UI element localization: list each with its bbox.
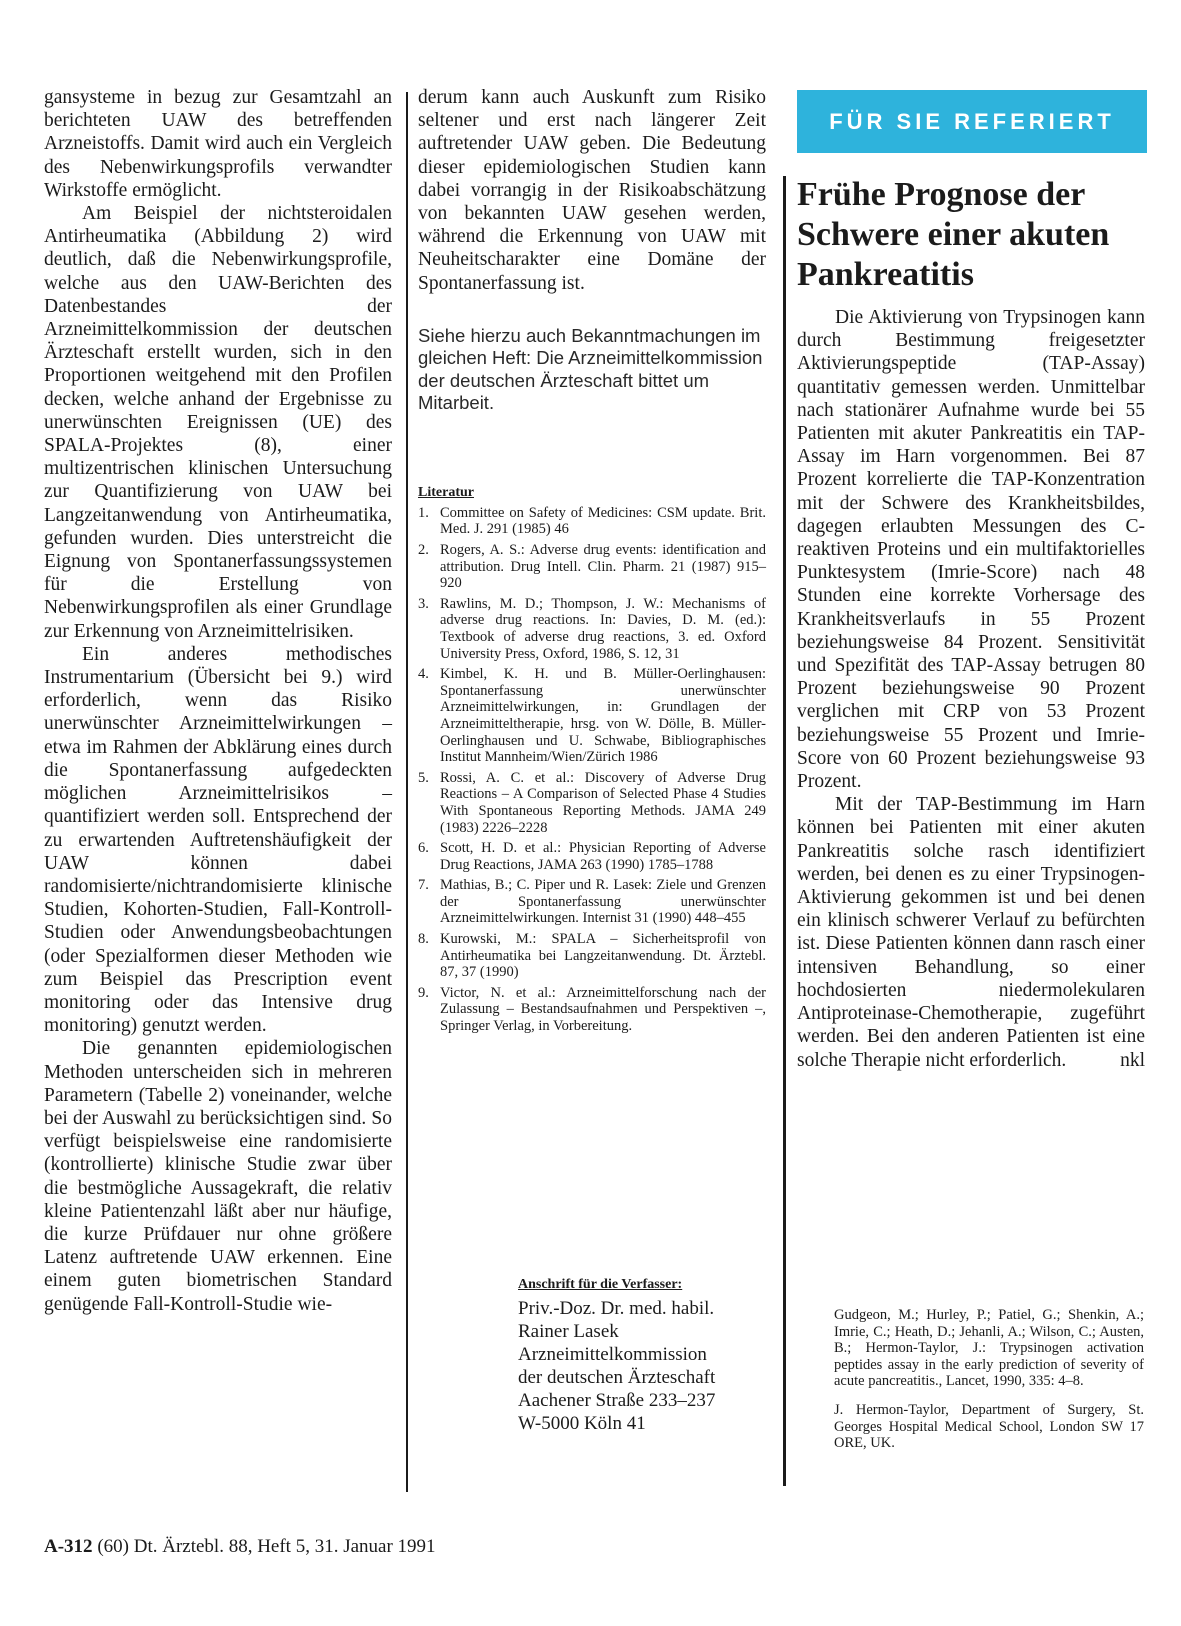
address-line: W-5000 Köln 41 bbox=[518, 1413, 646, 1434]
source-citation bbox=[834, 1307, 1144, 1464]
reference-item bbox=[418, 666, 766, 766]
sidebar-body bbox=[797, 306, 1145, 1072]
page-number: A-312 bbox=[44, 1536, 93, 1557]
reference-item bbox=[418, 542, 766, 592]
page-footer bbox=[44, 1536, 436, 1558]
address-line: der deutschen Ärzteschaft bbox=[518, 1367, 716, 1388]
reference-text: Kurowski, M.: SPALA – Sicherheitsprofil von Antirheumatika bei Langzeitanwendung. Dt. Ärztebl. 87, 37 (1990) bbox=[440, 931, 766, 981]
reference-number: 9. bbox=[418, 984, 429, 1001]
sidebar-headline: Frühe Prognose der Schwere einer akuten Pankreatitis bbox=[797, 176, 1110, 293]
body-paragraph: Die genannten epidemiologischen Methoden unterscheiden sich in mehreren Parametern (Tabelle 2) voneinander, welche bei der Auswahl zu berücksichtigen sind. So verfügt beispielsweise eine randomisierte (kontrollierte) klinische Studie zwar über die bestmögliche Aussagekraft, die relativ kleine Patientenzahl läßt aber nur häufige, die kurze Prüfdauer nur ohne größere Latenz auftretende UAW erkennen. Eine einem guten biometrischen Standard genügende Fall-Kontroll-Studie wie- bbox=[44, 1038, 392, 1315]
reference-item bbox=[418, 985, 766, 1035]
announcement-notice: Siehe hierzu auch Bekanntmachungen im gleichen Heft: Die Arzneimittelkommission der deutschen Ärzteschaft bittet um Mitarbeit. bbox=[418, 324, 763, 414]
body-paragraph: Die Aktivierung von Trypsinogen kann durch Bestimmung freigesetzter Aktivierungspeptide (TAP-Assay) quantitativ gemessen werden. Unmittelbar nach stationärer Aufnahme wurde bei 55 Patienten mit akuter Pankreatitis ein TAP-Assay im Harn vorgenommen. Bei 87 Prozent korrelierte die TAP-Konzentration mit der Schwere des Krankheitsbildes, dagegen erlaubten Messungen des C-reaktiven Proteins und ein multifaktorielles Punktesystem (Imrie-Score) nach 48 Stunden eine korrekte Vorhersage des Krankheitsverlaufs in 55 Prozent beziehungsweise 84 Prozent. Sensitivität und Spezifität des TAP-Assay betrugen 80 Prozent beziehungsweise 90 Prozent verglichen mit CRP von 53 Prozent beziehungsweise 55 Prozent und Imrie-Score von 60 Prozent beziehungsweise 93 Prozent. bbox=[797, 307, 1145, 793]
reference-item bbox=[418, 877, 766, 927]
body-paragraph: Am Beispiel der nichtsteroidalen Antirheumatika (Abbildung 2) wird deutlich, daß die Nebenwirkungsprofile, welche aus den UAW-Berichten des Datenbestandes der Arzneimittelkommission der deutschen Ärzteschaft erstellt wurden, sich in den Proportionen weitgehend mit den Profilen decken, welche anhand der Ergebnisse zu unerwünschten Ereignissen (UE) des SPALA-Projektes (8), einer multizentrischen klinischen Untersuchung zur Quantifizierung von UAW bei Langzeitanwendung von Antirheumatika, gefunden wurden. Dies unterstreicht die Eignung von Spontanerfassungssystemen für die Erstellung von Nebenwirkungsprofilen als einer Grundlage zur Erkennung von Arzneimittelrisiken. bbox=[44, 203, 392, 642]
citation-text: Gudgeon, M.; Hurley, P.; Patiel, G.; Shenkin, A.; Imrie, C.; Heath, D.; Jehanli, A.; Wilson, C.; Austen, B.; Hermon-Taylor, J.: Trypsinogen activation peptides assay in the early prediction of severity of acute pancreatitis., Lancet, 1990, 335: 4–8. bbox=[834, 1307, 1144, 1390]
reference-number: 1. bbox=[418, 504, 429, 521]
reference-number: 8. bbox=[418, 931, 429, 948]
reference-number: 2. bbox=[418, 542, 429, 559]
reference-item bbox=[418, 505, 766, 538]
journal-info: (60) Dt. Ärztebl. 88, Heft 5, 31. Januar 1991 bbox=[97, 1536, 436, 1557]
reference-text: Scott, H. D. et al.: Physician Reporting of Adverse Drug Reactions, JAMA 263 (1990) 1785–1788 bbox=[440, 840, 766, 873]
reference-number: 3. bbox=[418, 595, 429, 612]
literature-heading: Literatur bbox=[418, 484, 474, 500]
body-paragraph: gansysteme in bezug zur Gesamtzahl an berichteten UAW des betreffenden Arzneistoffs. Damit wird auch ein Vergleich des Nebenwirkungsprofils verwandter Wirkstoffe ermöglicht. bbox=[44, 87, 392, 201]
section-banner bbox=[797, 90, 1147, 153]
column-rule-left bbox=[406, 92, 408, 1492]
reference-number: 5. bbox=[418, 769, 429, 786]
address-lines bbox=[518, 1297, 778, 1435]
body-paragraph: Ein anderes methodisches Instrumentarium (Übersicht bei 9.) wird erforderlich, wenn das Risiko unerwünschter Arzneimittelwirkungen – etwa im Rahmen der Abklärung eines durch die Spontanerfassung aufgedeckten möglichen Arzneimittelrisikos – quantifiziert werden soll. Entsprechend der zu erwartenden Auftretenshäufigkeit der UAW können dabei randomisierte/nichtrandomisierte klinische Studien, Kohorten-Studien, Fall-Kontroll-Studien oder Anwendungsbeobachtungen (oder Spezialformen dieser Methoden wie zum Beispiel das Prescription event monitoring oder das Intensive drug monitoring) genutzt werden. bbox=[44, 643, 392, 1037]
reference-text: Committee on Safety of Medicines: CSM update. Brit. Med. J. 291 (1985) 46 bbox=[440, 504, 766, 538]
reference-item bbox=[418, 840, 766, 873]
address-line: Priv.-Doz. Dr. med. habil. bbox=[518, 1298, 715, 1319]
author-address bbox=[518, 1277, 778, 1435]
reference-list bbox=[418, 505, 766, 1035]
reference-number: 7. bbox=[418, 877, 429, 894]
reference-text: Rossi, A. C. et al.: Discovery of Adverse Drug Reactions – A Comparison of Selected Phase 4 Studies With Spontaneous Reporting Methods. JAMA 249 (1983) 2226–2228 bbox=[440, 769, 766, 836]
reference-item bbox=[418, 596, 766, 662]
reference-text: Victor, N. et al.: Arzneimittelforschung nach der Zulassung – Bestandsaufnahmen und Perspektiven –, Springer Verlag, in Vorbereitung. bbox=[440, 984, 766, 1035]
reference-text: Rogers, A. S.: Adverse drug events: identification and attribution. Drug Intell. Clin. Pharm. 21 (1987) 915–920 bbox=[440, 542, 766, 592]
address-line: Aachener Straße 233–237 bbox=[518, 1390, 716, 1411]
body-paragraph bbox=[797, 793, 1145, 1071]
article-column-1 bbox=[44, 86, 392, 1316]
reference-item bbox=[418, 770, 766, 836]
article-column-2 bbox=[418, 86, 766, 1039]
reference-text: Rawlins, M. D.; Thompson, J. W.: Mechanisms of adverse drug reactions. In: Davies, D. M. (ed.): Textbook of adverse drug reactions, 3. ed. Oxford University Press, Oxford, 1986, S. 12, 31 bbox=[440, 595, 766, 662]
address-line: Rainer Lasek bbox=[518, 1321, 619, 1342]
banner-label: FÜR SIE REFERIERT bbox=[829, 108, 1115, 134]
affiliation-text: J. Hermon-Taylor, Department of Surgery, St. Georges Hospital Medical School, London SW 17 ORE, UK. bbox=[834, 1401, 1144, 1452]
column-rule-right bbox=[783, 176, 786, 1486]
reference-number: 4. bbox=[418, 666, 429, 683]
paragraph-text: Mit der TAP-Bestimmung im Harn können bei Patienten mit einer akuten Pankreatitis solche rasch identifiziert werden, bei denen es zu einer Trypsinogen-Aktivierung gekommen ist und bei denen ein klinisch schwerer Verlauf zu befürchten ist. Diese Patienten können dann rasch einer intensiven Behandlung, so einer hochdosierten niedermolekularen Antiproteinase-Chemotherapie, zugeführt werden. Bei den anderen Patienten ist eine solche Therapie nicht erforderlich. bbox=[797, 794, 1145, 1071]
address-heading: Anschrift für die Verfasser: bbox=[518, 1277, 683, 1292]
address-line: Arzneimittelkommission bbox=[518, 1344, 707, 1365]
author-signature: nkl bbox=[1120, 1049, 1145, 1071]
reference-text: Mathias, B.; C. Piper und R. Lasek: Ziele und Grenzen der Spontanerfassung unerwünschter Arzneimittelwirkungen. Internist 31 (1990) 448–455 bbox=[440, 877, 766, 927]
reference-item bbox=[418, 931, 766, 981]
body-paragraph: derum kann auch Auskunft zum Risiko seltener und erst nach längerer Zeit auftretender UAW geben. Die Bedeutung dieser epidemiologischen Studien kann dabei vorrangig in der Risikoabschätzung von bekannten UAW gesehen werden, während die Erkennung von UAW mit Neuheitscharakter eine Domäne der Spontanerfassung ist. bbox=[418, 87, 766, 294]
reference-text: Kimbel, K. H. und B. Müller-Oerlinghausen: Spontanerfassung unerwünschter Arzneimittelwirkungen, in: Grundlagen der Arzneimitteltherapie, hrsg. von W. Dölle, B. Müller-Oerlinghausen und U. Schwabe, Bibliographisches Institut Mannheim/Wien/Zürich 1986 bbox=[440, 666, 766, 766]
reference-number: 6. bbox=[418, 840, 429, 857]
